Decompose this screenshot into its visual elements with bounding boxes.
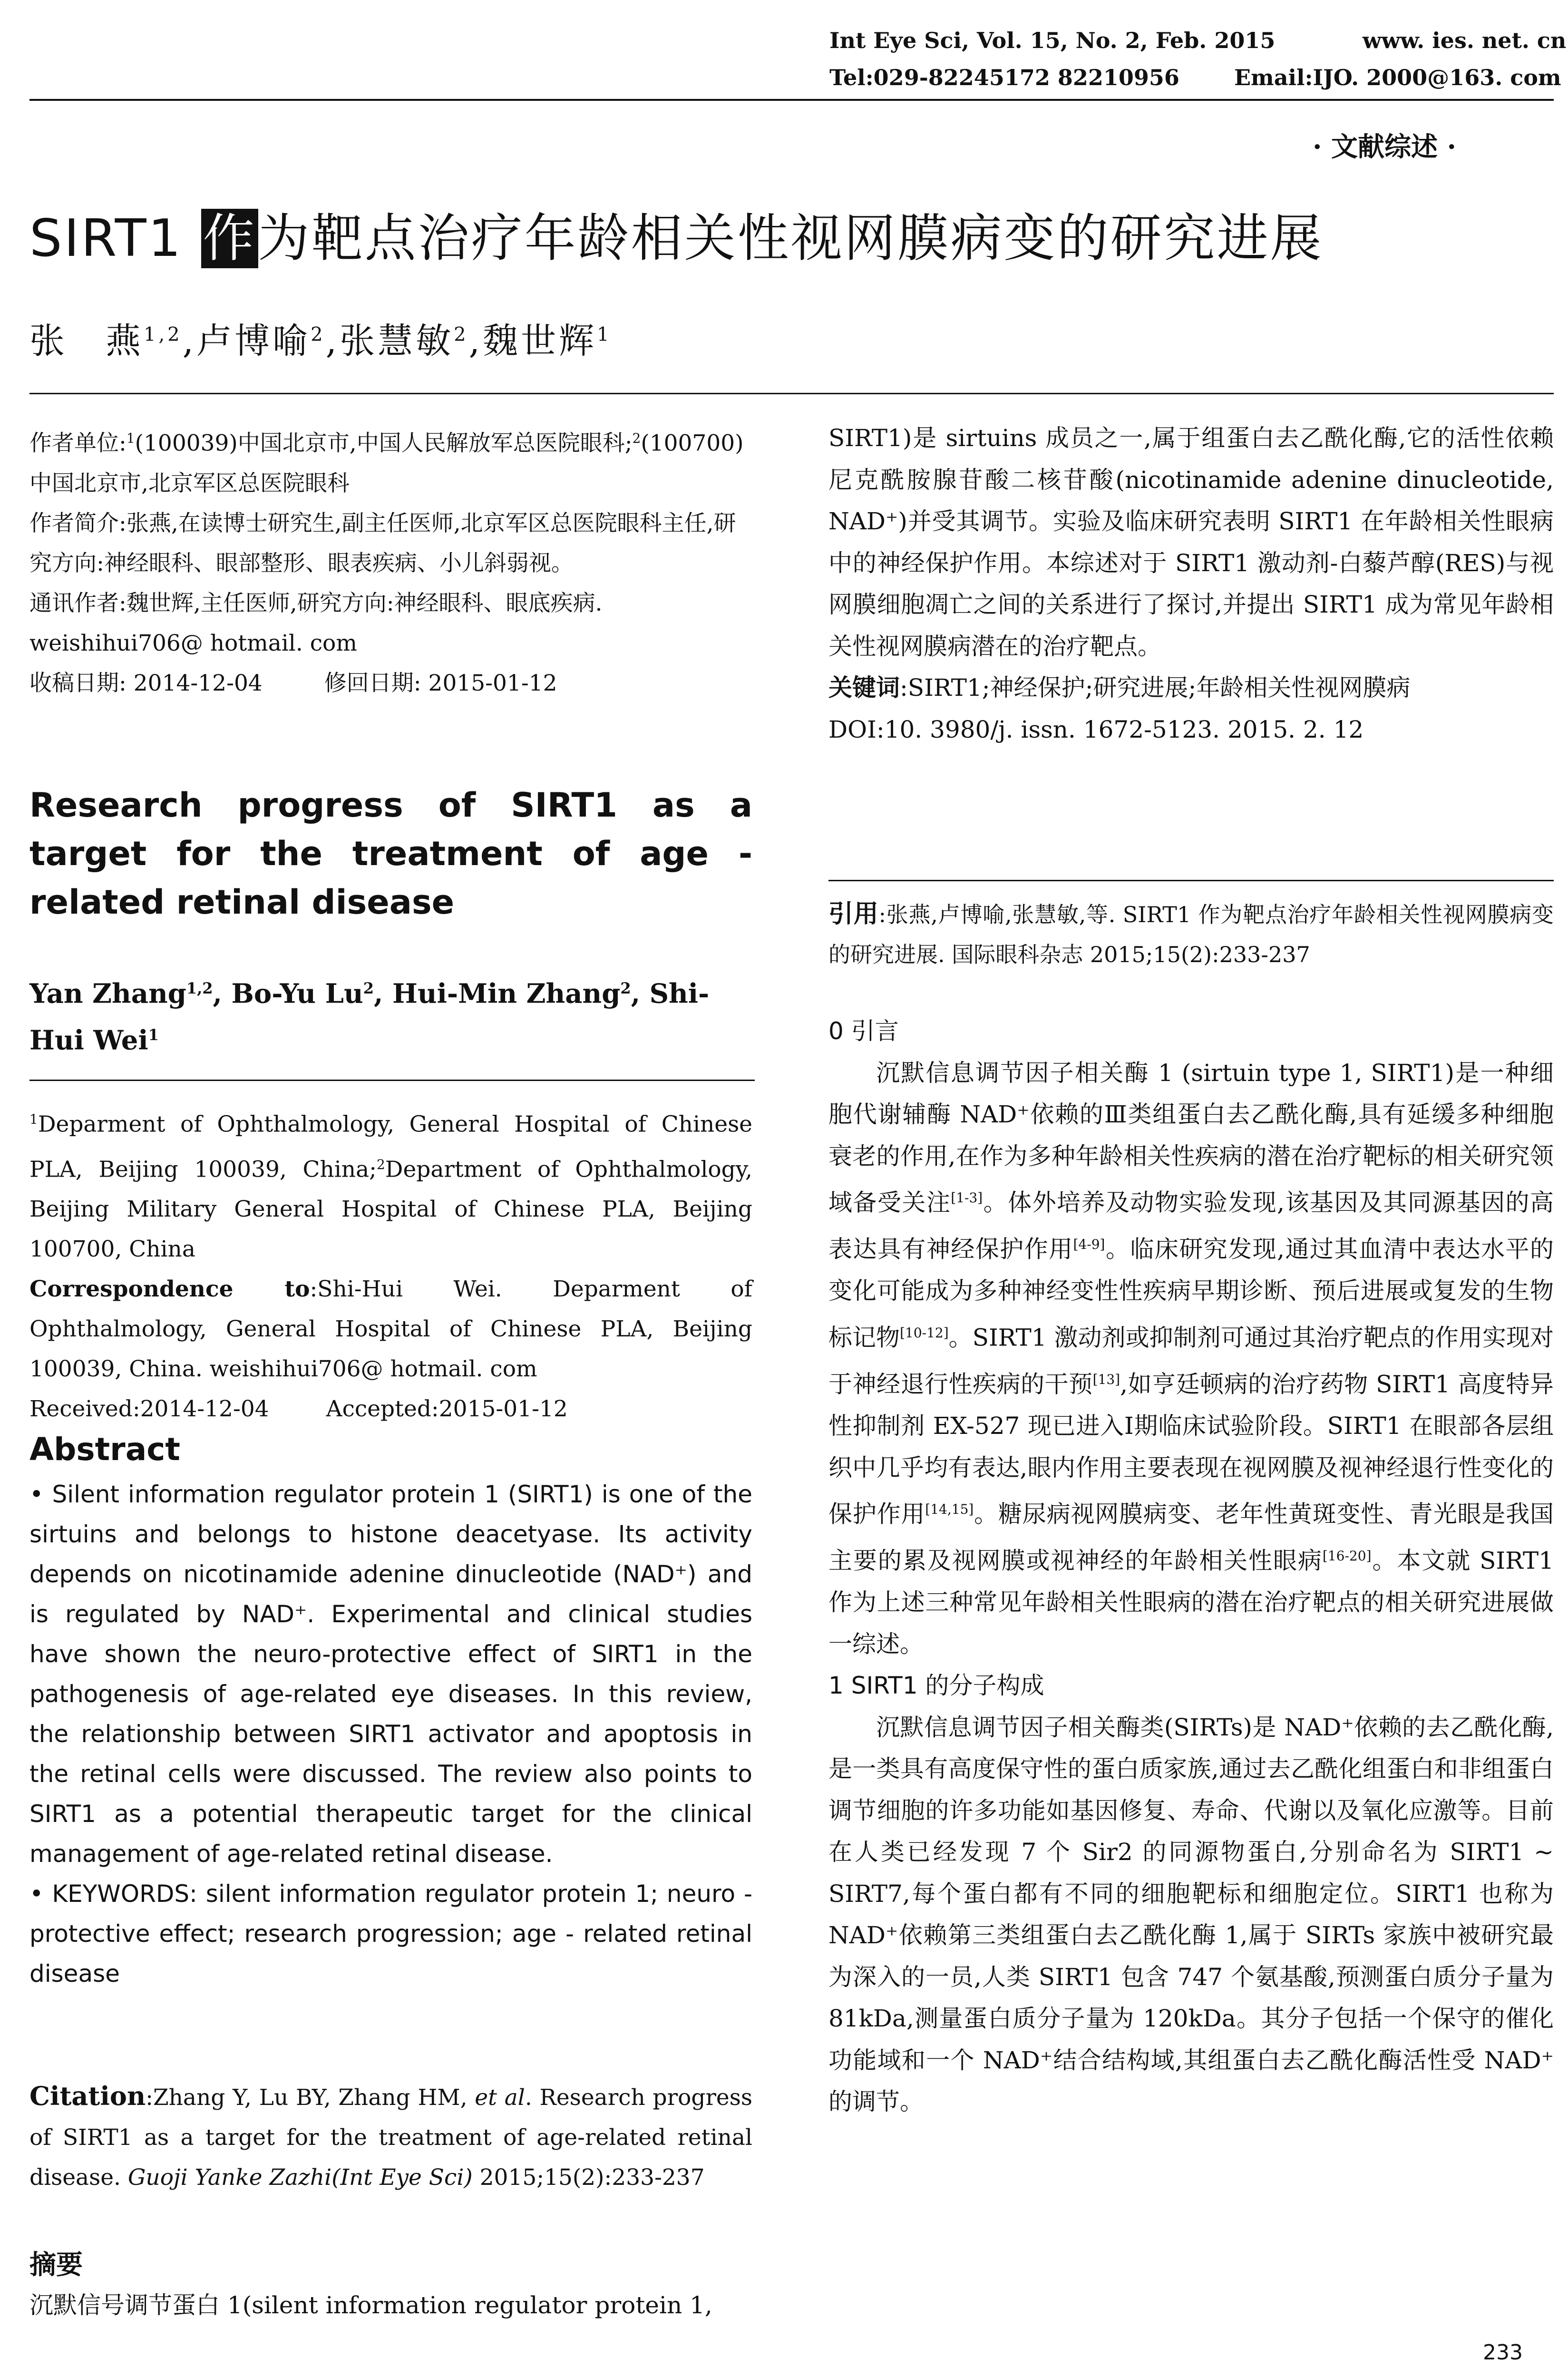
author-intro: 作者简介:张燕,在读博士研究生,副主任医师,北京军区总医院眼科主任,研究方向:神经眼科、眼部整形、眼表疾病、小儿斜弱视。 [29, 510, 736, 576]
doi: DOI:10. 3980/j. issn. 1672-5123. 2015. 2. 12 [828, 715, 1364, 743]
page-number: 233 [1483, 2340, 1523, 2365]
affiliation-rule [29, 1080, 755, 1081]
citation-cn-rule [828, 880, 1554, 881]
section-label: · 文献综述 · [1313, 131, 1456, 163]
affiliation: $^1$Deparment of Ophthalmology, General Hospital of Chinese PLA, Beijing 100039, China;$^2$Department of Ophthalmology, Beijing Military General Hospital of Chinese PLA, Beijing 100700, China Correspondence to:Shi-Hui Wei. Deparment of Ophthalmology, General Hospital of Chinese PLA, Beijing 100039, China. weishihui706@ hotmail. com Received:2014-12-04 Accepted:2015-01-12 [29, 1111, 753, 1422]
journal-tel: Tel:029-82245172 82210956 [829, 65, 1179, 90]
intro-heading: 0 引言 [828, 1017, 899, 1045]
section1-heading: 1 SIRT1 的分子构成 [828, 1672, 1044, 1700]
header-rule [29, 99, 1554, 101]
correspondence-label: Correspondence to [29, 1276, 310, 1303]
page-title: SIRT1 作为靶点治疗年龄相关性视网膜病变的研究进展 [29, 209, 1324, 268]
abstract-cn-heading: 摘要 [29, 2250, 83, 2280]
keywords-en: • KEYWORDS: silent information regulator protein 1; neuro - protective effect; research progression; age - related retinal disease [29, 1880, 752, 1987]
english-title: Research progress of SIRT1 as a target for the treatment of age - related retinal disease [29, 786, 752, 922]
author-info: 作者单位:$^1$(100039)中国北京市,中国人民解放军总医院眼科;$^2$(100700)中国北京市,北京军区总医院眼科 作者简介:张燕,在读博士研究生,副主任医师,北京军区总医院眼科主任,研究方向:神经眼科、眼部整形、眼表疾病、小儿斜弱视。 通讯作者:魏世辉,主任医师,研究方向:神经眼科、眼底疾病. weishihui706@ hotmail. com 收稿日期: 2014-12-04 修回日期: 2015-01-12 [29, 419, 752, 703]
authors-en: Yan Zhang$^{1,2}$, Bo-Yu Lu$^2$, Hui-Min Zhang$^2$, Shi-Hui Wei$^1$ [29, 978, 710, 1056]
abstract-body: • Silent information regulator protein 1 (SIRT1) is one of the sirtuins and belongs to histone deacetyase. Its activity depends on nicotinamide adenine dinucleotide (NAD⁺) and is regulated by NAD⁺. Experimental and clinical studies have shown the neuro-protective effect of SIRT1 in the pathogenesis of age-related eye diseases. In this review, the relationship between SIRT1 activator and apoptosis in the retinal cells were discussed. The review also points to SIRT1 as a potential therapeutic target for the clinical management of age-related retinal disease. • KEYWORDS: silent information regulator protein 1; neuro - protective effect; research progression; age - related retinal disease [29, 1474, 752, 1994]
section1-para: 沉默信息调节因子相关酶类(SIRTs)是 NAD⁺依赖的去乙酰化酶,是一类具有高度保守性的蛋白质家族,通过去乙酰化组蛋白和非组蛋白调节细胞的许多功能如基因修复、寿命、代谢以及氧化应激等。目前在人类已经发现 7 个 Sir2 的同源物蛋白,分别命名为 SIRT1 ~ SIRT7,每个蛋白都有不同的细胞靶标和细胞定位。SIRT1 也称为 NAD⁺依赖第三类组蛋白去乙酰化酶 1,属于 SIRTs 家族中被研究最为深入的一员,人类 SIRT1 包含 747 个氨基酸,预测蛋白质分子量为 81kDa,测量蛋白质分子量为 120kDa。其分子包括一个保守的催化功能域和一个 NAD⁺结合结构域,其组蛋白去乙酰化酶活性受 NAD⁺的调节。 [828, 1713, 1554, 2116]
authors-cn: 张 燕$^{1,2}$,卢博喻$^2$,张慧敏$^2$,魏世辉$^1$ [29, 321, 612, 361]
abstract-cn-right: SIRT1)是 sirtuins 成员之一,属于组蛋白去乙酰化酶,它的活性依赖尼克酰胺腺苷酸二核苷酸(nicotinamide adenine dinucleotide, NAD⁺)并受其调节。实验及临床研究表明 SIRT1 在年龄相关性眼病中的神经保护作用。本综述对于 SIRT1 激动剂-白藜芦醇(RES)与视网膜细胞凋亡之间的关系进行了探讨,并提出 SIRT1 成为常见年龄相关性视网膜病潜在的治疗靶点。 关键词:SIRT1;神经保护;研究进展;年龄相关性视网膜病 DOI:10. 3980/j. issn. 1672-5123. 2015. 2. 12 [828, 418, 1554, 750]
citation-cn: 引用:张燕,卢博喻,张慧敏,等. SIRT1 作为靶点治疗年龄相关性视网膜病变的研究进展. 国际眼科杂志 2015;15(2):233-237 [828, 900, 1554, 967]
abstract-heading: Abstract [29, 1431, 180, 1468]
abstract-cn-left: 沉默信号调节蛋白 1(silent information regulator protein 1, [29, 2291, 712, 2319]
title-highlight: 作 [201, 209, 258, 268]
intro-para: 沉默信息调节因子相关酶 1 (sirtuin type 1, SIRT1)是一种细胞代谢辅酶 NAD⁺依赖的Ⅲ类组蛋白去乙酰化酶,具有延缓多种细胞衰老的作用,在作为多种年龄相关性疾病的潜在治疗靶标的相关研究领域备受关注[1-3]。体外培养及动物实验发现,该基因及其同源基因的高表达具有神经保护作用[4-9]。临床研究发现,通过其血清中表达水平的变化可能成为多种神经变性性疾病早期诊断、预后进展或复发的生物标记物[10-12]。SIRT1 激动剂或抑制剂可通过其治疗靶点的作用实现对于神经退行性疾病的干预[13],如亨廷顿病的治疗药物 SIRT1 高度特异性抑制剂 EX-527 现已进入Ⅰ期临床试验阶段。SIRT1 在眼部各层组织中几乎均有表达,眼内作用主要表现在视网膜及视神经退行性变化的保护作用[14,15]。糖尿病视网膜病变、老年性黄斑变性、青光眼是我国主要的累及视网膜或视神经的年龄相关性眼病[16-20]。本文就 SIRT1 作为上述三种常见年龄相关性眼病的潜在治疗靶点的相关研究进展做一综述。 [828, 1059, 1554, 1658]
journal-line: Int Eye Sci, Vol. 15, No. 2, Feb. 2015 [829, 28, 1276, 53]
journal-website[interactable]: www. ies. net. cn [1363, 28, 1567, 53]
corresponding-author: 通讯作者:魏世辉,主任医师,研究方向:神经眼科、眼底疾病. weishihui706@ hotmail. com [29, 590, 603, 656]
authors-rule [29, 393, 1554, 394]
intro-section [828, 1011, 1554, 2123]
journal-email[interactable]: Email:IJO. 2000@163. com [1234, 65, 1561, 90]
citation-en: Citation:Zhang Y, Lu BY, Zhang HM, et al. Research progress of SIRT1 as a target for the treatment of age-related retinal disease. Guoji Yanke Zazhi(Int Eye Sci) 2015;15(2):233-237 [29, 2081, 752, 2191]
